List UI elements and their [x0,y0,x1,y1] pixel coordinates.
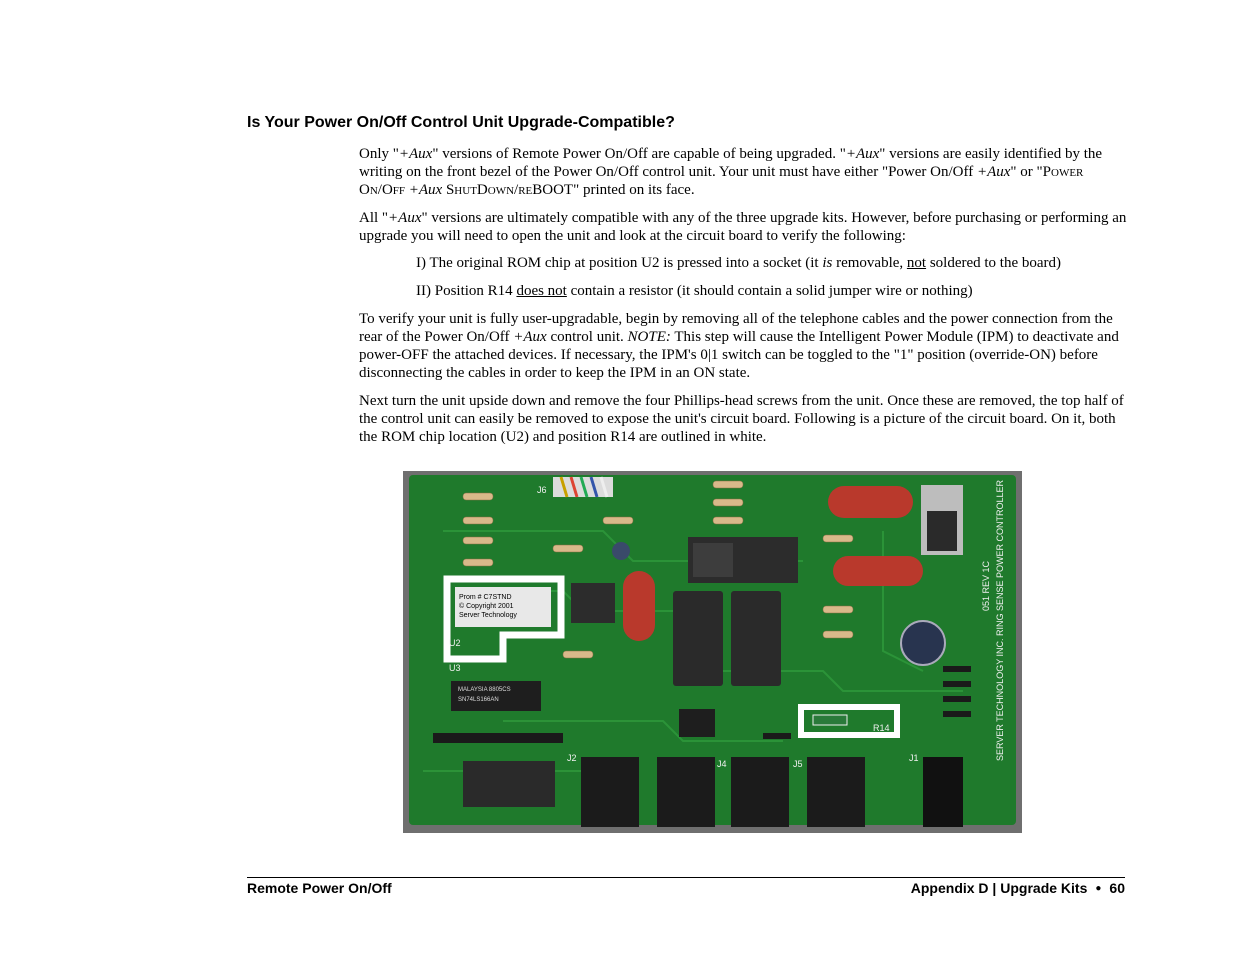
ref-u3: U3 [449,663,461,673]
chip-label-line-2: SN74LS166AN [458,697,499,703]
page-number: 60 [1109,880,1125,896]
ref-j6: J6 [537,485,547,495]
footer-appendix: Appendix D | Upgrade Kits [910,880,1088,896]
rom-label-line-1: Prom # C7STND [459,594,512,601]
rom-label-line-2: © Copyright 2001 [459,603,514,610]
list-item-rom-chip: I) The original ROM chip at position U2 is pressed into a socket (it is removable, not soldered to the board) [416,255,1062,271]
list-item-r14: II) Position R14 does not contain a resistor (it should contain a solid jumper wire or nothing) [416,283,973,299]
footer-divider [247,877,1125,878]
ref-j5: J5 [793,759,803,769]
ref-j1: J1 [909,753,919,763]
circuit-board-photo [403,471,1022,833]
board-side-text: SERVER TECHNOLOGY INC. RING SENSE POWER CONTROLLER [995,479,1005,761]
chip-label-line-1: MALAYSIA 8805CS [458,687,511,693]
paragraph-compatibility: All "+Aux" versions are ultimately compatible with any of the three upgrade kits. However, before purchasing or performing an upgrade you will need to open the unit and look at the circuit board to verify the following: [359,210,1127,244]
ref-r14: R14 [873,723,890,733]
ref-j2: J2 [567,753,577,763]
paragraph-verify-steps: To verify your unit is fully user-upgradable, begin by removing all of the telephone cables and the power connection from the rear of the Power On/Off +Aux control unit. NOTE: This step will cause the Intelligent Power Module (IPM) to deactivate and power-OFF the attached devices. If necessary, the IPM's 0|1 switch can be toggled to the "1" position (override-ON) before disconnecting the cables in order to keep the IPM in an ON state. [359,311,1119,381]
footer-title: Remote Power On/Off [247,880,392,896]
ref-u2: U2 [449,638,461,648]
paragraph-aux-versions: Only "+Aux" versions of Remote Power On/Off are capable of being upgraded. "+Aux" versions are easily identified by the writing on the front bezel of the Power On/Off control unit. Your unit must have either "Power On/Off +Aux" or "Power On/Off +Aux ShutDown/reBOOT" printed on its face. [359,146,1103,198]
rom-label-line-3: Server Technology [459,612,517,619]
board-rev-text: 051 REV 1C [981,560,991,611]
section-heading: Is Your Power On/Off Control Unit Upgrade-Compatible? [247,114,675,131]
footer-section [911,880,1125,896]
bullet-icon: ● [1095,883,1102,894]
ref-j4: J4 [717,759,727,769]
paragraph-open-unit: Next turn the unit upside down and remove the four Phillips-head screws from the unit. Once these are removed, the top half of the control unit can easily be removed to expose the unit's circuit board. Following is a picture of the circuit board. On it, both the ROM chip location (U2) and position R14 are outlined in white. [359,393,1124,445]
